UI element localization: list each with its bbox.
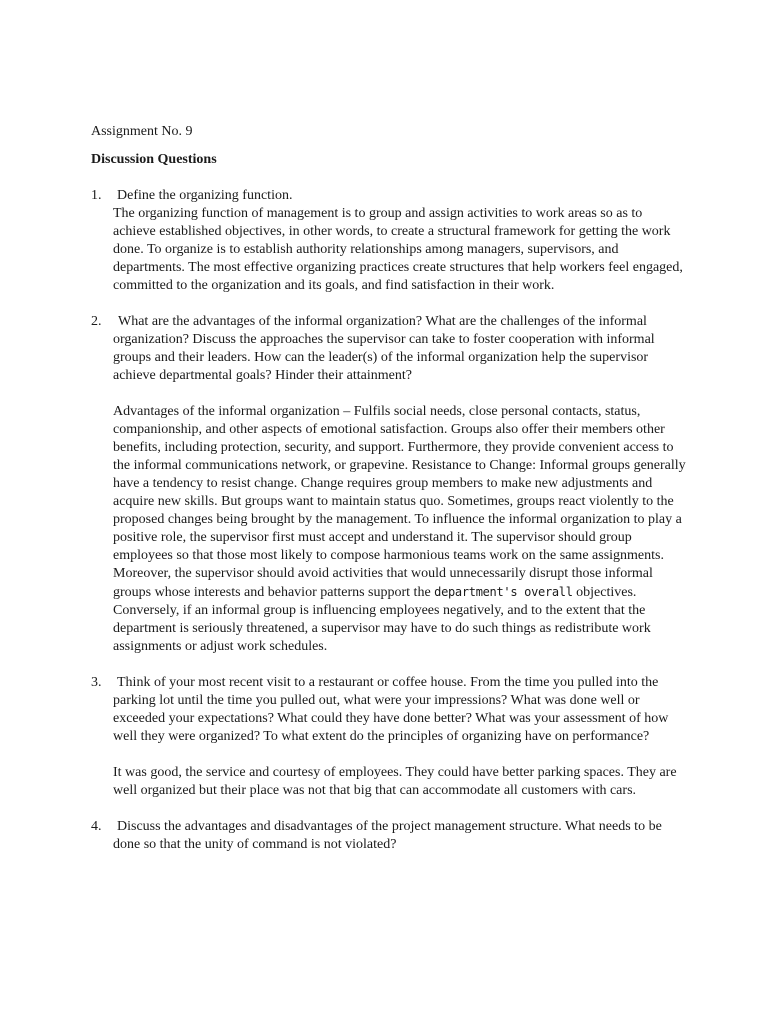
question-prompt: Define the organizing function. [117, 188, 293, 203]
question-2 [91, 313, 688, 656]
answer-text-mono: department's overall [434, 585, 573, 599]
answer-paragraph: The organizing function of management is to group and assign activities to work areas so as to achieve established objectives, in other words, to create a structural framework for getting the work done. To organize is to establish authority relationships among managers, supervisors, and departments. The most effective organizing practices create structures that help workers feel engaged, committed to the organization and its goals, and find satisfaction in their work. [113, 206, 683, 293]
assignment-title: Assignment No. 9 [91, 124, 193, 139]
question-4 [91, 818, 688, 854]
question-prompt: Think of your most recent visit to a restaurant or coffee house. From the time you pulled into the parking lot until the time you pulled out, what were your impressions? What was done well or exceeded your expectations? What could they have done better? What was your assessment of how well they were organized? To what extent do the principles of organizing have on performance? [113, 675, 669, 744]
answer-paragraph: It was good, the service and courtesy of employees. They could have better parking spaces. They are well organized but their place was not that big that can accommodate all customers with cars. [113, 765, 677, 798]
section-title: Discussion Questions [91, 152, 217, 167]
answer-paragraph [113, 403, 688, 656]
answer-text-part1: Advantages of the informal organization – Fulfils social needs, close personal contacts, status, companionship, and other aspects of emotional satisfaction. Groups also offer their members other benefits, including protection, security, and support. Furthermore, they provide convenient access to the informal communications network, or grapevine. Resistance to Change: Informal groups generally have a tendency to resist change. Change requires group members to make new adjustments and acquire new skills. But groups want to maintain status quo. Sometimes, groups react violently to the proposed changes being brought by the management. To influence the informal organization to play a positive role, the supervisor first must accept and understand it. The supervisor should group employees so that those most likely to compose harmonious teams work on the same assignments. Moreover, the supervisor should avoid activities that would unnecessarily disrupt those informal groups whose interests and behavior patterns support the [113, 404, 686, 600]
question-3 [91, 674, 688, 800]
answer-text-part2: objectives. Conversely, if an informal group is influencing employees negatively, and to the extent that the department is seriously threatened, a supervisor may have to do such things as redistribute work assignments or adjust work schedules. [113, 585, 651, 654]
question-number: 1. [91, 188, 102, 203]
question-number: 2. [91, 314, 102, 329]
question-prompt: Discuss the advantages and disadvantages of the project management structure. What needs to be done so that the unity of command is not violated? [113, 819, 662, 852]
question-list [91, 187, 688, 854]
question-number: 4. [91, 819, 102, 834]
question-prompt: What are the advantages of the informal organization? What are the challenges of the informal organization? Discuss the approaches the supervisor can take to foster cooperation with informal groups and their leaders. How can the leader(s) of the informal organization help the supervisor achieve departmental goals? Hinder their attainment? [113, 314, 655, 383]
question-number: 3. [91, 675, 102, 690]
question-1 [91, 187, 688, 295]
